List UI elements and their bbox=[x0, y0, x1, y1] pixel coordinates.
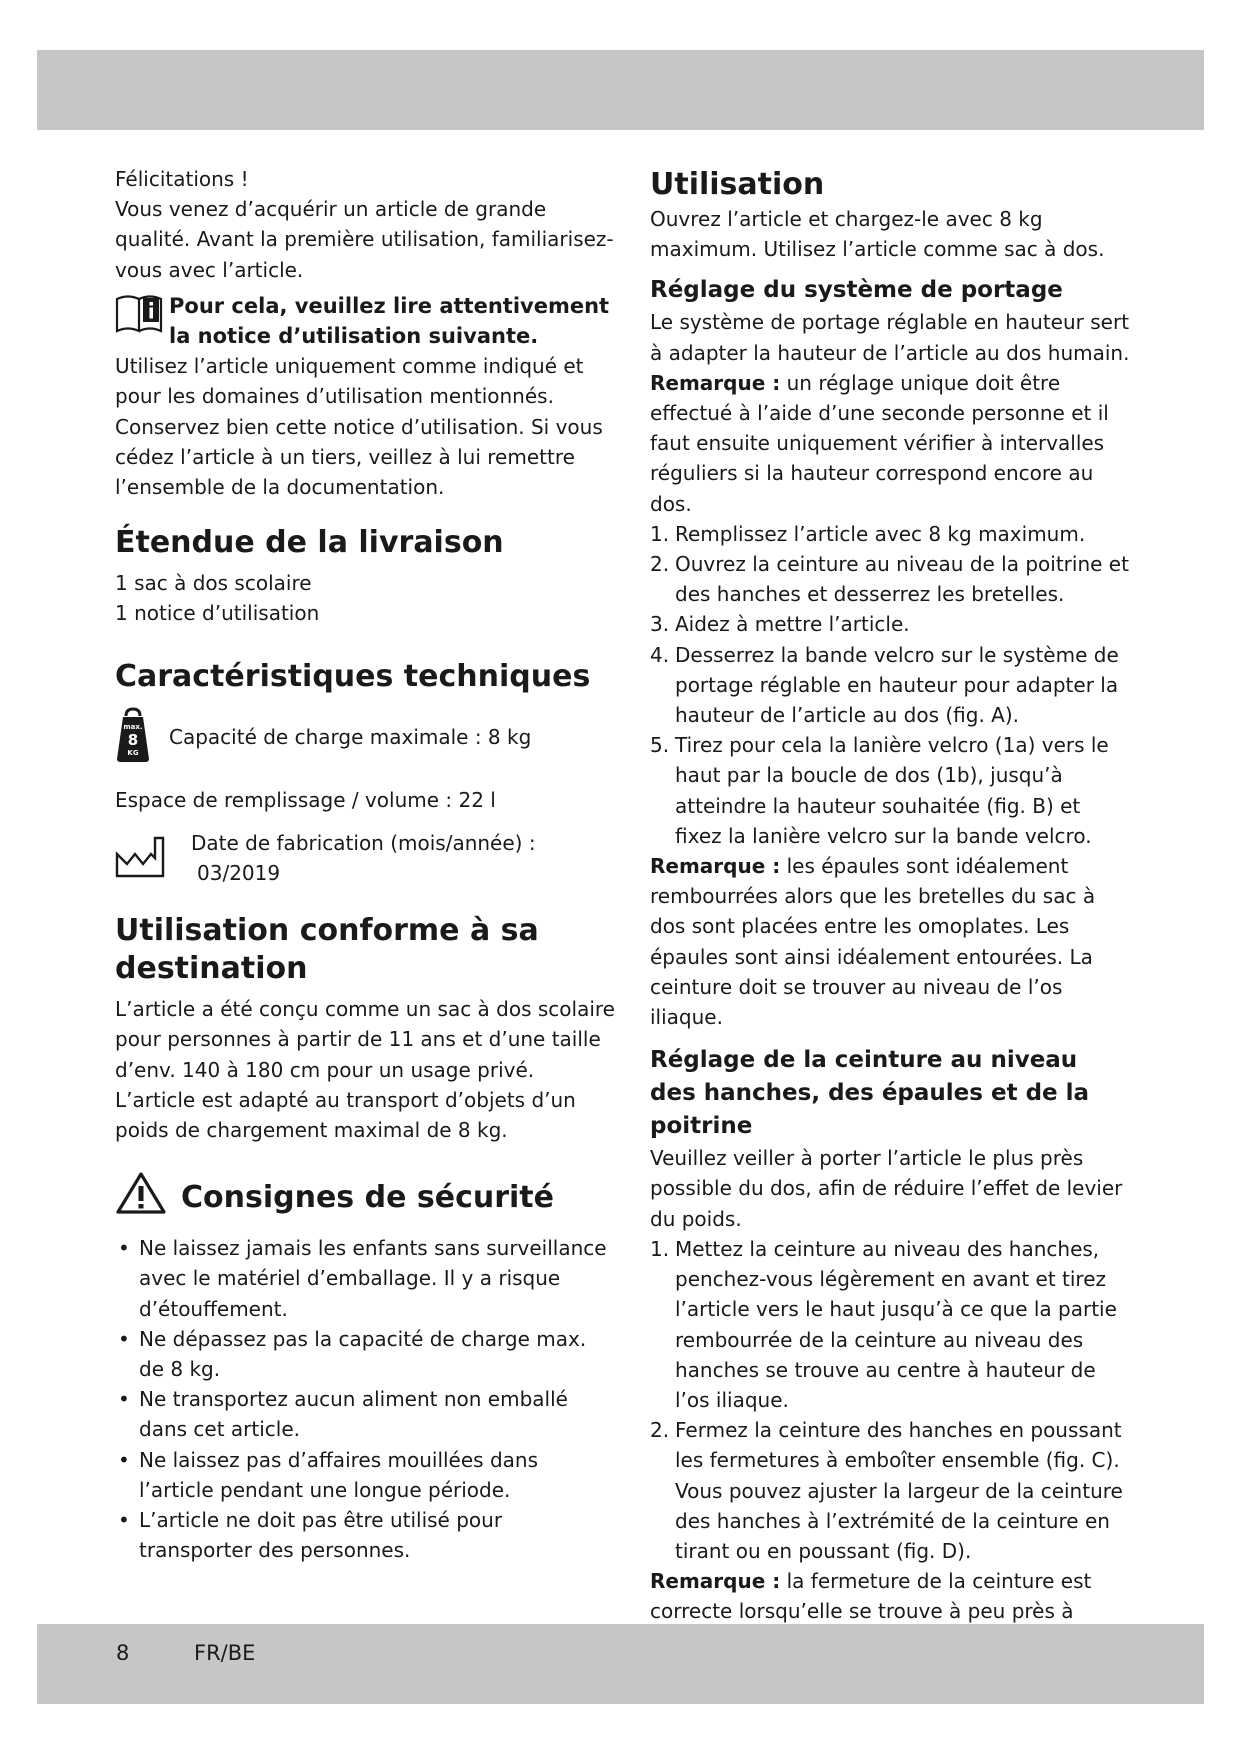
capacity-text: Capacité de charge maximale : 8 kg bbox=[169, 724, 532, 749]
right-column bbox=[650, 166, 1130, 1687]
safety-title-text: Consignes de sécurité bbox=[181, 1180, 554, 1216]
safety-item: • Ne transportez aucun aliment non emballé dans cet article. bbox=[118, 1387, 568, 1442]
adjust-steps bbox=[650, 519, 1130, 851]
manufacture-date-icon bbox=[115, 828, 167, 884]
step-item: 1. Mettez la ceinture au niveau des hanches, penchez-vous légèrement en avant et tirez l’article vers le haut jusqu’à ce que la partie rembourrée de la ceinture au niveau des hanches se trouve au centre à hauteur de l’os iliaque. bbox=[650, 1236, 1117, 1412]
info-note-text: Pour cela, veuillez lire attentivement la notice d’utilisation suivante. bbox=[169, 293, 610, 349]
section-title-belt: Réglage de la ceinture au niveau des hanches, des épaules et de la poitrine bbox=[650, 1047, 1090, 1140]
spec-capacity bbox=[115, 707, 615, 767]
left-column bbox=[115, 164, 615, 1566]
belt-text: Veuillez veiller à porter l’article le plus près possible du dos, afin de réduire l’effet de levier du poids. bbox=[650, 1146, 1123, 1231]
info-note bbox=[115, 291, 615, 351]
section-title-safety bbox=[115, 1171, 615, 1225]
step-item: 2. Fermez la ceinture des hanches en poussant les fermetures à emboîter ensemble (fig. C). Vous pouvez ajuster la largeur de la ceinture des hanches à l’extrémité de la ceinture en tirant ou en poussant (fig. D). bbox=[650, 1418, 1123, 1563]
adjust-remark: Remarque : un réglage unique doit être effectué à l’aide d’une seconde personne et il faut ensuite uniquement vérifier à intervalles réguliers si la hauteur correspond encore au dos. bbox=[650, 370, 1109, 516]
step-item: 3. Aidez à mettre l’article. bbox=[650, 612, 910, 637]
section-title-intended-use: Utilisation conforme à sa destination bbox=[115, 913, 539, 987]
page-language: FR/BE bbox=[194, 1641, 256, 1665]
belt-remark: Remarque : la fermeture de la ceinture est correcte lorsqu’elle se trouve à peu près à bbox=[650, 1569, 1092, 1624]
safety-item: • Ne laissez jamais les enfants sans surveillance avec le matériel d’emballage. Il y a risque d’étouffement. bbox=[118, 1236, 607, 1321]
step-item: 2. Ouvrez la ceinture au niveau de la poitrine et des hanches et desserrez les bretelles. bbox=[650, 552, 1129, 607]
belt-steps bbox=[650, 1234, 1130, 1566]
section-title-scope: Étendue de la livraison bbox=[115, 525, 504, 561]
safety-list bbox=[115, 1233, 615, 1565]
section-title-adjust: Réglage du système de portage bbox=[650, 277, 1063, 304]
section-title-tech: Caractéristiques techniques bbox=[115, 658, 591, 694]
adjust-text: Le système de portage réglable en hauteur sert à adapter la hauteur de l’article au dos humain. bbox=[650, 310, 1130, 365]
safety-item: • Ne dépassez pas la capacité de charge max. de 8 kg. bbox=[118, 1326, 587, 1382]
use-text: Ouvrez l’article et chargez-le avec 8 kg maximum. Utilisez l’article comme sac à dos. bbox=[650, 207, 1105, 262]
spec-manufacture-date bbox=[115, 828, 615, 888]
step-item: 1. Remplissez l’article avec 8 kg maximum. bbox=[650, 521, 1086, 546]
manufacture-date-label: Date de fabrication (mois/année) : bbox=[191, 830, 536, 855]
step-item: 4. Desserrez la bande velcro sur le système de portage réglable en hauteur pour adapter la hauteur de l’article au dos (fig. A). bbox=[650, 642, 1119, 728]
section-title-use: Utilisation bbox=[650, 167, 825, 202]
manufacture-date-value: 03/2019 bbox=[197, 861, 281, 886]
volume-text: Espace de remplissage / volume : 22 l bbox=[115, 787, 496, 812]
svg-text:KG: KG bbox=[127, 748, 139, 757]
weight-icon bbox=[115, 707, 151, 767]
page-number: 8 bbox=[116, 1641, 130, 1665]
warning-icon bbox=[115, 1171, 167, 1225]
header-band bbox=[37, 50, 1204, 130]
greeting: Félicitations ! bbox=[115, 167, 249, 191]
scope-item: 1 sac à dos scolaire bbox=[115, 571, 312, 596]
svg-text:max.: max. bbox=[123, 722, 143, 731]
safety-item: • Ne laissez pas d’affaires mouillées dans l’article pendant une longue période. bbox=[118, 1447, 538, 1502]
scope-item: 1 notice d’utilisation bbox=[115, 601, 320, 626]
intro-text: Vous venez d’acquérir un article de grande qualité. Avant la première utilisation, familiarisez-vous avec l’article. bbox=[115, 197, 614, 282]
read-manual-icon bbox=[115, 291, 169, 337]
safety-item: • L’article ne doit pas être utilisé pour transporter des personnes. bbox=[118, 1508, 503, 1563]
usage-text: Utilisez l’article uniquement comme indiqué et pour les domaines d’utilisation mentionnés. Conservez bien cette notice d’utilisation. Si vous cédez l’article à un tiers, veillez à lui remettre l’ensemble de la documentation. bbox=[115, 354, 603, 500]
svg-text:8: 8 bbox=[127, 730, 139, 749]
adjust-remark-2: Remarque : les épaules sont idéalement rembourrées alors que les bretelles du sac à dos sont placées entre les omoplates. Les épaules sont ainsi idéalement entourées. La ceinture doit se trouver au niveau de l’os iliaque. bbox=[650, 854, 1096, 1030]
step-item: 5. Tirez pour cela la lanière velcro (1a) vers le haut par la boucle de dos (1b), jusqu’à atteindre la hauteur souhaitée (fig. B) et fixez la lanière velcro sur la bande velcro. bbox=[650, 733, 1109, 848]
intended-use-text: L’article a été conçu comme un sac à dos scolaire pour personnes à partir de 11 ans et d’une taille d’env. 140 à 180 cm pour un usage privé. L’article est adapté au transport d’objets d’un poids de chargement maximal de 8 kg. bbox=[115, 997, 615, 1143]
